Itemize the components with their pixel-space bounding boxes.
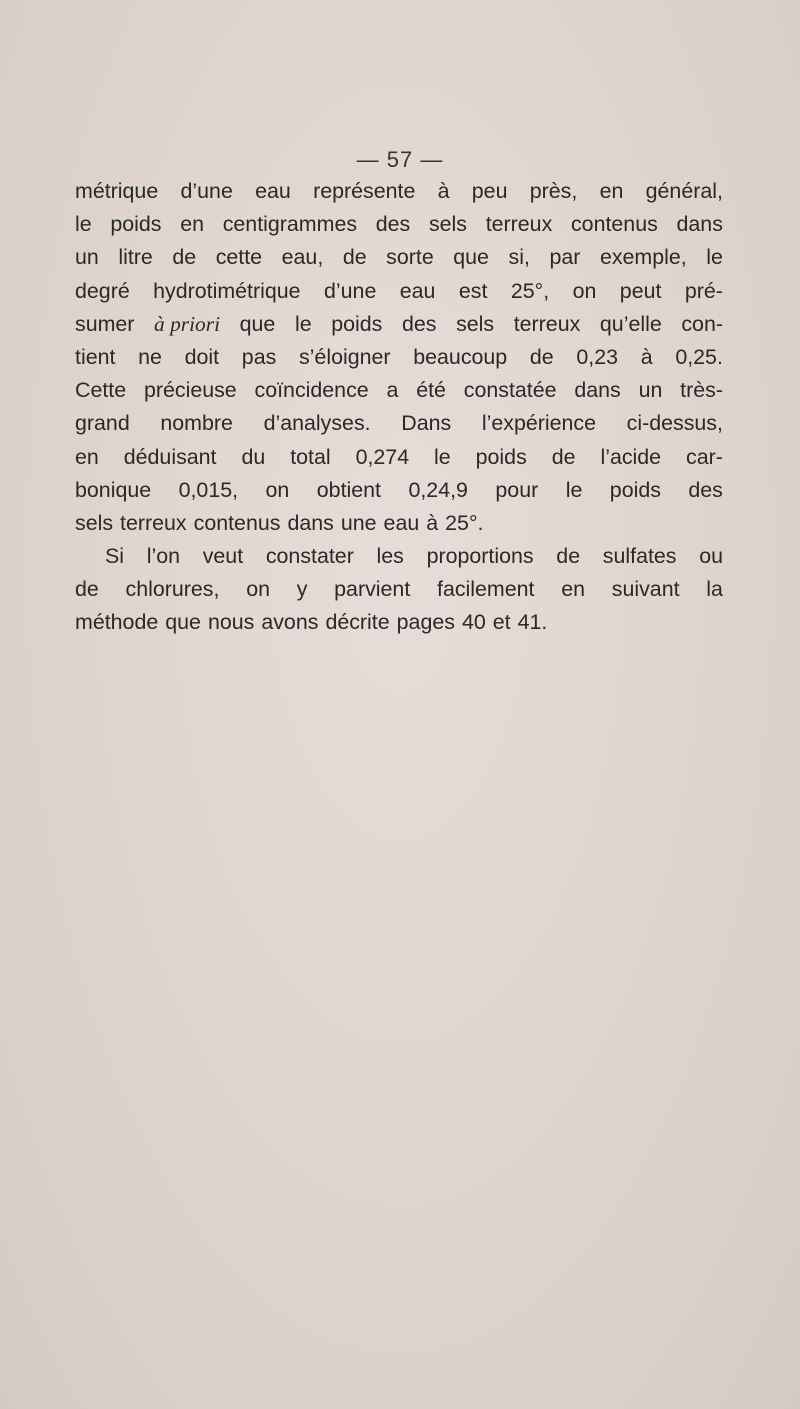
word: degré [75, 278, 130, 303]
word: si, [508, 245, 530, 270]
word: de [551, 444, 576, 469]
word: 40 [461, 610, 486, 635]
word: terreux [120, 510, 187, 535]
word: un [638, 378, 663, 403]
word: dans [574, 378, 621, 403]
text-line [75, 540, 723, 573]
word: un [75, 245, 99, 270]
word: méthode [75, 610, 159, 635]
word: l’on [146, 544, 181, 569]
text-line [75, 241, 723, 274]
text-line [75, 507, 723, 540]
text-line [75, 407, 723, 440]
word: en [561, 577, 586, 602]
word: de [529, 344, 554, 369]
word: 0,015, [178, 477, 239, 502]
word: on [265, 477, 290, 502]
word: une [340, 510, 377, 535]
text-line [75, 474, 723, 507]
word: poids [609, 477, 661, 502]
word: d’une [324, 278, 377, 303]
word: l’acide [600, 444, 662, 469]
word: le [434, 444, 451, 469]
word: de [75, 577, 99, 602]
word: qu’elle [599, 311, 662, 336]
word: on [572, 278, 597, 303]
word: a [386, 378, 399, 403]
word: près, [529, 179, 578, 203]
word: le [706, 245, 723, 270]
word: des [401, 311, 437, 336]
word: le [294, 311, 312, 336]
word: en [599, 179, 624, 203]
word: la [706, 577, 723, 602]
word: par [549, 245, 581, 270]
word: centigrammes [222, 212, 358, 237]
word: 0,24,9 [408, 477, 468, 502]
word: sumer [75, 311, 135, 336]
page-number: — 57 — [356, 147, 444, 172]
word: décrite [325, 610, 390, 635]
word: ne [138, 344, 162, 369]
word: le [565, 477, 583, 502]
word: poids [475, 444, 527, 469]
word: le [75, 212, 92, 237]
word: constater [265, 544, 354, 569]
word: pas [241, 344, 277, 369]
word: et [492, 610, 511, 635]
word: en [180, 212, 204, 237]
word: que [239, 311, 276, 336]
word: dans [287, 510, 334, 535]
word: cette [215, 245, 263, 270]
word: 0,23 [576, 344, 619, 369]
word: de [342, 245, 367, 270]
word: on [246, 577, 270, 602]
word: d’une [180, 179, 233, 203]
word: dans [676, 212, 723, 237]
word: à [640, 344, 653, 369]
word: terreux [513, 311, 581, 336]
word: grand [75, 411, 130, 436]
word: métrique [75, 179, 159, 203]
word: eau [399, 278, 436, 303]
word: obtient [316, 477, 382, 502]
word: beaucoup [413, 344, 508, 369]
word: ou [699, 544, 723, 569]
word: tient [75, 344, 116, 369]
word: nombre [160, 411, 233, 436]
word: terreux [485, 212, 553, 237]
word: pré- [684, 278, 723, 303]
word: à [426, 510, 439, 535]
word: d’analyses. [263, 411, 371, 436]
word: en [75, 444, 99, 469]
text-line [75, 573, 723, 606]
word: les [376, 544, 404, 569]
word: du [241, 444, 266, 469]
word: général, [645, 179, 723, 203]
text-line [75, 208, 723, 241]
word: bonique [75, 477, 152, 502]
word: est [458, 278, 488, 303]
word: veut [202, 544, 244, 569]
word: contenus [570, 212, 658, 237]
text-line [75, 606, 723, 639]
word: s’éloigner [298, 344, 391, 369]
word: 41. [517, 610, 548, 635]
word: pour [495, 477, 539, 502]
word: sulfates [602, 544, 677, 569]
word: Cette [75, 378, 127, 403]
body-text [75, 175, 723, 640]
word: pages [396, 610, 455, 635]
word: à [437, 179, 450, 203]
word: y [296, 577, 308, 602]
text-line [75, 308, 723, 341]
word: suivant [611, 577, 680, 602]
word: 25°. [445, 510, 484, 535]
word: représente [313, 179, 416, 203]
text-line [75, 275, 723, 308]
word: ci-dessus, [626, 411, 723, 436]
word: car- [686, 444, 723, 469]
word: litre [118, 245, 153, 270]
word: précieuse [143, 378, 237, 403]
word: Dans [401, 411, 452, 436]
word: sels [75, 510, 114, 535]
word: peut [619, 278, 662, 303]
word: à priori [154, 311, 221, 336]
word: eau [255, 179, 291, 203]
word: exemple, [599, 245, 687, 270]
word: que [453, 245, 489, 270]
word: hydrotimétrique [153, 278, 301, 303]
word: facilement [437, 577, 535, 602]
word: été [416, 378, 446, 403]
word: proportions [426, 544, 534, 569]
word: que [165, 610, 201, 635]
word: l’expérience [481, 411, 596, 436]
word: parvient [334, 577, 411, 602]
word: avons [261, 610, 319, 635]
word: de [172, 245, 197, 270]
word: con- [681, 311, 723, 336]
word: constatée [463, 378, 557, 403]
word: très- [680, 378, 723, 403]
word: poids [331, 311, 383, 336]
word: total [290, 444, 331, 469]
word: 25°, [510, 278, 550, 303]
word: poids [110, 212, 162, 237]
word: coïncidence [254, 378, 369, 403]
word: 0,274 [355, 444, 410, 469]
word: des [688, 477, 723, 502]
text-line [75, 441, 723, 474]
word: 0,25. [675, 344, 723, 369]
text-line [75, 341, 723, 374]
text-line [75, 175, 723, 208]
word: doit [184, 344, 220, 369]
word: contenus [193, 510, 281, 535]
word: Si [105, 544, 125, 569]
word: chlorures, [125, 577, 220, 602]
word: peu [471, 179, 508, 203]
word: nous [207, 610, 255, 635]
word: sels [428, 212, 467, 237]
word: eau, [281, 245, 324, 270]
word: déduisant [123, 444, 217, 469]
word: sels [456, 311, 495, 336]
word: eau [383, 510, 420, 535]
word: des [375, 212, 411, 237]
word: de [556, 544, 581, 569]
text-line [75, 374, 723, 407]
word: sorte [386, 245, 434, 270]
